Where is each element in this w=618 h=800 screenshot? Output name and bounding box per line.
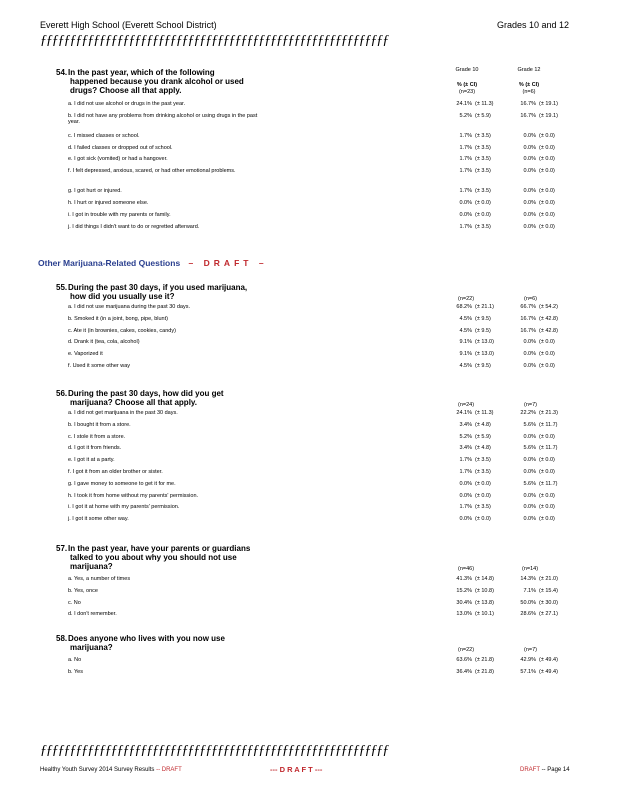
answer-label: b. I bought it from a store. [68, 421, 131, 428]
q56-number: 56. [56, 389, 68, 398]
section-draft [189, 258, 268, 268]
answer-label: e. Vaporized it [68, 351, 103, 358]
answer-label: j. I did things I didn't want to do or regretted afterward. [68, 223, 200, 230]
answer-label: a. I did not get marijuana in the past 30 days. [68, 410, 178, 416]
grade12-percent: 0.0% [523, 363, 536, 369]
answer-label: a. Yes, a number of times [68, 576, 131, 582]
grade10-ci: (± 10.1) [475, 611, 494, 618]
grade10-ci: (± 0.0) [475, 516, 491, 523]
grade12-ci: (± 21.3) [539, 410, 558, 416]
grade10-percent: 13.0% [456, 611, 472, 618]
grade10-ci: (± 14.8) [475, 576, 494, 582]
answer-label: b. I did not have any problems from drinking alcohol or using drugs in the past year. [68, 112, 258, 126]
grade10-percent: 41.3% [456, 576, 472, 582]
grade12-ci: (± 11.7) [539, 480, 558, 487]
answer-label: e. I got sick (vomited) or had a hangover. [68, 156, 168, 163]
grade10-ci: (± 0.0) [475, 200, 491, 206]
answer-label: d. I failed classes or dropped out of school. [68, 144, 173, 151]
bottom-ornament: ƒƒƒƒƒƒƒƒƒƒƒƒƒƒƒƒƒƒƒƒƒƒƒƒƒƒƒƒƒƒƒƒƒƒƒƒƒƒƒƒƒƒƒƒƒƒƒƒƒƒƒƒƒƒƒƒƒƒƒ [40, 743, 389, 758]
grade12-ci: (± 30.0) [539, 599, 558, 606]
q57-n12: (n=14) [522, 566, 539, 572]
grade10-ci: (± 3.5) [475, 188, 491, 195]
grade12-ci: (± 0.0) [539, 132, 555, 139]
grade10-ci: (± 9.5) [475, 315, 491, 322]
grade12-percent: 16.7% [520, 112, 536, 119]
grade10-percent: 5.2% [459, 433, 472, 440]
grade10-percent: 1.7% [459, 188, 472, 195]
grade12-percent: 0.0% [523, 504, 536, 511]
grade10-percent: 4.5% [459, 363, 472, 369]
grade12-percent: 0.0% [523, 156, 536, 163]
grade10-header: Grade 10 [455, 67, 479, 73]
q55-line: During the past 30 days, if you used marijuana, [68, 283, 248, 292]
grade12-percent: 0.0% [523, 132, 536, 139]
footer-left-draft: -- DRAFT [156, 767, 182, 773]
grade12-percent: 50.0% [520, 599, 536, 606]
answer-label: c. I stole it from a store. [68, 433, 126, 440]
grade10-ci: (± 11.3) [475, 101, 494, 107]
pct-ci-header-12: % (± CI) [518, 82, 540, 88]
top-ornament: ƒƒƒƒƒƒƒƒƒƒƒƒƒƒƒƒƒƒƒƒƒƒƒƒƒƒƒƒƒƒƒƒƒƒƒƒƒƒƒƒƒƒƒƒƒƒƒƒƒƒƒƒƒƒƒƒƒƒƒ [40, 33, 389, 48]
grade10-ci: (± 9.5) [475, 363, 491, 369]
grade10-percent: 1.7% [459, 132, 472, 139]
grade10-ci: (± 3.5) [475, 168, 491, 175]
grade10-percent: 3.4% [459, 445, 472, 452]
grade12-percent: 7.1% [523, 587, 536, 594]
grade10-percent: 1.7% [459, 457, 472, 464]
grade12-percent: 66.7% [520, 304, 536, 310]
grade12-ci: (± 0.0) [539, 156, 555, 163]
answer-label: a. I did not use alcohol or drugs in the past year. [68, 101, 186, 107]
grade10-percent: 0.0% [459, 480, 472, 487]
q56-line: marijuana? Choose all that apply. [70, 398, 197, 407]
grades-header: Grades 10 and 12 [497, 20, 570, 30]
grade12-ci: (± 0.0) [539, 144, 555, 151]
answer-label: h. I took it from home without my parents' permission. [68, 492, 199, 499]
grade12-ci: (± 19.1) [539, 112, 558, 119]
q58-question [56, 634, 225, 652]
grade12-percent: 0.0% [523, 339, 536, 346]
grade10-ci: (± 11.3) [475, 410, 494, 416]
grade10-ci: (± 3.5) [475, 144, 491, 151]
grade10-ci: (± 3.5) [475, 457, 491, 464]
q57-n10: (n=46) [458, 566, 475, 572]
section-draft-text: DRAFT – [203, 258, 268, 268]
grade10-ci: (± 0.0) [475, 492, 491, 499]
grade12-percent: 5.6% [523, 421, 536, 428]
grade12-ci: (± 0.0) [539, 457, 555, 464]
answer-label: b. Smoked it (in a joint, bong, pipe, blunt) [68, 315, 168, 322]
grade12-ci: (± 49.4) [539, 657, 558, 663]
q57-question [56, 544, 250, 571]
answer-label: a. No [68, 657, 82, 663]
answer-label: c. Ate it (in brownies, cakes, cookies, candy) [68, 327, 176, 334]
q55-number: 55. [56, 283, 68, 292]
q54-n10: (n=23) [458, 89, 476, 95]
grade12-percent: 0.0% [523, 457, 536, 464]
answer-label: a. I did not use marijuana during the past 30 days. [68, 304, 190, 310]
answer-label: c. No [68, 599, 81, 606]
grade10-percent: 1.7% [459, 156, 472, 163]
grade12-ci: (± 27.1) [539, 611, 558, 618]
answer-label: j. I got it some other way. [68, 516, 129, 523]
grade12-ci: (± 21.0) [539, 576, 558, 582]
grade12-percent: 0.0% [523, 144, 536, 151]
q57-line: In the past year, have your parents or guardians [68, 544, 251, 553]
grade10-ci: (± 3.5) [475, 469, 491, 475]
answer-label: i. I got in trouble with my parents or family. [68, 211, 171, 218]
grade10-percent: 0.0% [459, 211, 472, 218]
q55-n10: (n=22) [458, 296, 475, 302]
q56-question [56, 389, 224, 407]
school-header: Everett High School (Everett School District) [40, 20, 217, 30]
section-heading [38, 258, 268, 268]
q54-line: happened because you drank alcohol or used [70, 77, 244, 86]
answer-label: e. I got it at a party. [68, 457, 115, 464]
grade10-percent: 9.1% [459, 351, 472, 358]
grade12-ci: (± 0.0) [539, 200, 555, 206]
grade12-ci: (± 0.0) [539, 211, 555, 218]
q56-n10: (n=24) [458, 402, 475, 408]
grade10-percent: 1.7% [459, 223, 472, 230]
grade10-percent: 4.5% [459, 315, 472, 322]
answer-label: d. I don't remember. [68, 611, 117, 618]
grade12-percent: 5.6% [523, 445, 536, 452]
q54-number: 54. [56, 68, 68, 77]
grade12-ci: (± 0.0) [539, 339, 555, 346]
grade10-ci: (± 5.9) [475, 112, 491, 119]
q56-line: During the past 30 days, how did you get [68, 389, 224, 398]
q54-n12: (n=6) [522, 89, 536, 95]
grade12-percent: 28.6% [520, 611, 536, 618]
grade12-ci: (± 0.0) [539, 363, 555, 369]
section-dash: – [188, 258, 198, 268]
grade10-percent: 36.4% [456, 668, 472, 675]
grade12-ci: (± 0.0) [539, 504, 555, 511]
q58-n12: (n=7) [524, 647, 537, 653]
grade10-percent: 1.7% [459, 144, 472, 151]
grade12-percent: 0.0% [523, 188, 536, 195]
q57-number: 57. [56, 544, 68, 553]
answer-label: d. Drank it (tea, cola, alcohol) [68, 339, 140, 346]
q54-line: In the past year, which of the following [68, 68, 215, 77]
grade12-percent: 5.6% [523, 480, 536, 487]
footer-left [40, 767, 182, 773]
grade12-ci: (± 0.0) [539, 223, 555, 230]
q56-n12: (n=7) [524, 402, 537, 408]
grade10-percent: 1.7% [459, 469, 472, 475]
grade12-percent: 22.2% [520, 410, 536, 416]
grade12-ci: (± 42.8) [539, 315, 558, 322]
grade10-percent: 1.7% [459, 504, 472, 511]
grade12-percent: 42.9% [520, 657, 536, 663]
answer-label: h. I hurt or injured someone else. [68, 200, 149, 206]
grade10-ci: (± 10.8) [475, 587, 494, 594]
grade12-ci: (± 42.8) [539, 327, 558, 334]
grade12-percent: 57.1% [520, 668, 536, 675]
grade12-ci: (± 11.7) [539, 421, 558, 428]
grade12-percent: 14.3% [520, 576, 536, 582]
grade12-ci: (± 0.0) [539, 516, 555, 523]
grade12-percent: 16.7% [520, 315, 536, 322]
grade10-ci: (± 0.0) [475, 480, 491, 487]
grade12-ci: (± 0.0) [539, 188, 555, 195]
grade10-ci: (± 13.0) [475, 339, 494, 346]
footer-right-draft: DRAFT [520, 767, 540, 773]
grade12-ci: (± 0.0) [539, 492, 555, 499]
pct-ci-header-10: % (± CI) [456, 82, 478, 88]
grade10-ci: (± 3.5) [475, 223, 491, 230]
grade12-ci: (± 49.4) [539, 668, 558, 675]
grade10-percent: 68.2% [456, 304, 472, 310]
footer-survey-title: Healthy Youth Survey 2014 Survey Results [40, 767, 155, 773]
grade10-ci: (± 3.5) [475, 132, 491, 139]
grade12-percent: 0.0% [523, 469, 536, 475]
answer-label: i. I got it at home with my parents' permission. [68, 504, 180, 511]
grade10-percent: 0.0% [459, 200, 472, 206]
grade10-percent: 9.1% [459, 339, 472, 346]
grade12-ci: (± 19.1) [539, 101, 558, 107]
grade12-ci: (± 0.0) [539, 168, 555, 175]
grade10-percent: 30.4% [456, 599, 472, 606]
grade10-percent: 24.1% [456, 410, 472, 416]
grade10-percent: 24.1% [456, 101, 472, 107]
answer-label: c. I missed classes or school. [68, 132, 140, 139]
grade10-ci: (± 0.0) [475, 211, 491, 218]
grade10-ci: (± 21.8) [475, 657, 494, 663]
grade12-percent: 0.0% [523, 516, 536, 523]
grade12-percent: 0.0% [523, 433, 536, 440]
grade10-percent: 1.7% [459, 168, 472, 175]
grade10-ci: (± 9.5) [475, 327, 491, 334]
q55-line: how did you usually use it? [70, 292, 175, 301]
answer-label: d. I got it from friends. [68, 445, 122, 452]
answer-label: f. I felt depressed, anxious, scared, or had other emotional problems. [68, 168, 236, 175]
grade12-percent: 0.0% [523, 168, 536, 175]
section-title: Other Marijuana-Related Questions [38, 258, 181, 268]
q54-question [56, 68, 244, 95]
grade12-percent: 0.0% [523, 492, 536, 499]
q58-line: marijuana? [70, 643, 113, 652]
grade10-percent: 0.0% [459, 516, 472, 523]
q58-line: Does anyone who lives with you now use [68, 634, 225, 643]
grade10-ci: (± 21.8) [475, 668, 494, 675]
grade10-ci: (± 3.5) [475, 504, 491, 511]
grade12-percent: 16.7% [520, 327, 536, 334]
grade10-percent: 5.2% [459, 112, 472, 119]
grade12-header: Grade 12 [517, 67, 541, 73]
grade10-ci: (± 13.8) [475, 599, 494, 606]
grade12-percent: 0.0% [523, 200, 536, 206]
grade12-ci: (± 54.2) [539, 304, 558, 310]
q57-line: talked to you about why you should not use [70, 553, 237, 562]
grade12-percent: 0.0% [523, 351, 536, 358]
grade10-ci: (± 4.8) [475, 421, 491, 428]
grade10-percent: 63.6% [456, 657, 472, 663]
grade10-ci: (± 13.0) [475, 351, 494, 358]
answer-label: g. I gave money to someone to get it for me. [68, 480, 176, 487]
answer-label: g. I got hurt or injured. [68, 188, 122, 195]
grade12-ci: (± 0.0) [539, 351, 555, 358]
grade10-ci: (± 4.8) [475, 445, 491, 452]
footer-center-draft: --- D R A F T --- [270, 765, 323, 774]
grade12-percent: 0.0% [523, 223, 536, 230]
grade12-ci: (± 0.0) [539, 469, 555, 475]
grade10-percent: 0.0% [459, 492, 472, 499]
grade12-percent: 16.7% [520, 101, 536, 107]
q55-question [56, 283, 247, 301]
answer-label: b. Yes [68, 668, 83, 675]
grade12-ci: (± 11.7) [539, 445, 558, 452]
grade10-percent: 15.2% [456, 587, 472, 594]
grade12-ci: (± 0.0) [539, 433, 555, 440]
footer-right [520, 767, 570, 773]
page-number: -- Page 14 [541, 767, 570, 773]
q58-number: 58. [56, 634, 68, 643]
grade10-ci: (± 5.9) [475, 433, 491, 440]
grade12-percent: 0.0% [523, 211, 536, 218]
q55-n12: (n=6) [524, 296, 537, 302]
grade10-ci: (± 21.1) [475, 304, 494, 310]
answer-label: f. Used it some other way [68, 363, 131, 369]
q58-n10: (n=22) [458, 647, 475, 653]
answer-label: b. Yes, once [68, 587, 98, 594]
grade10-ci: (± 3.5) [475, 156, 491, 163]
q54-line: drugs? Choose all that apply. [70, 86, 182, 95]
answer-label: f. I got it from an older brother or sister. [68, 469, 163, 475]
q57-line: marijuana? [70, 562, 113, 571]
grade10-percent: 4.5% [459, 327, 472, 334]
grade12-ci: (± 15.4) [539, 587, 558, 594]
grade10-percent: 3.4% [459, 421, 472, 428]
